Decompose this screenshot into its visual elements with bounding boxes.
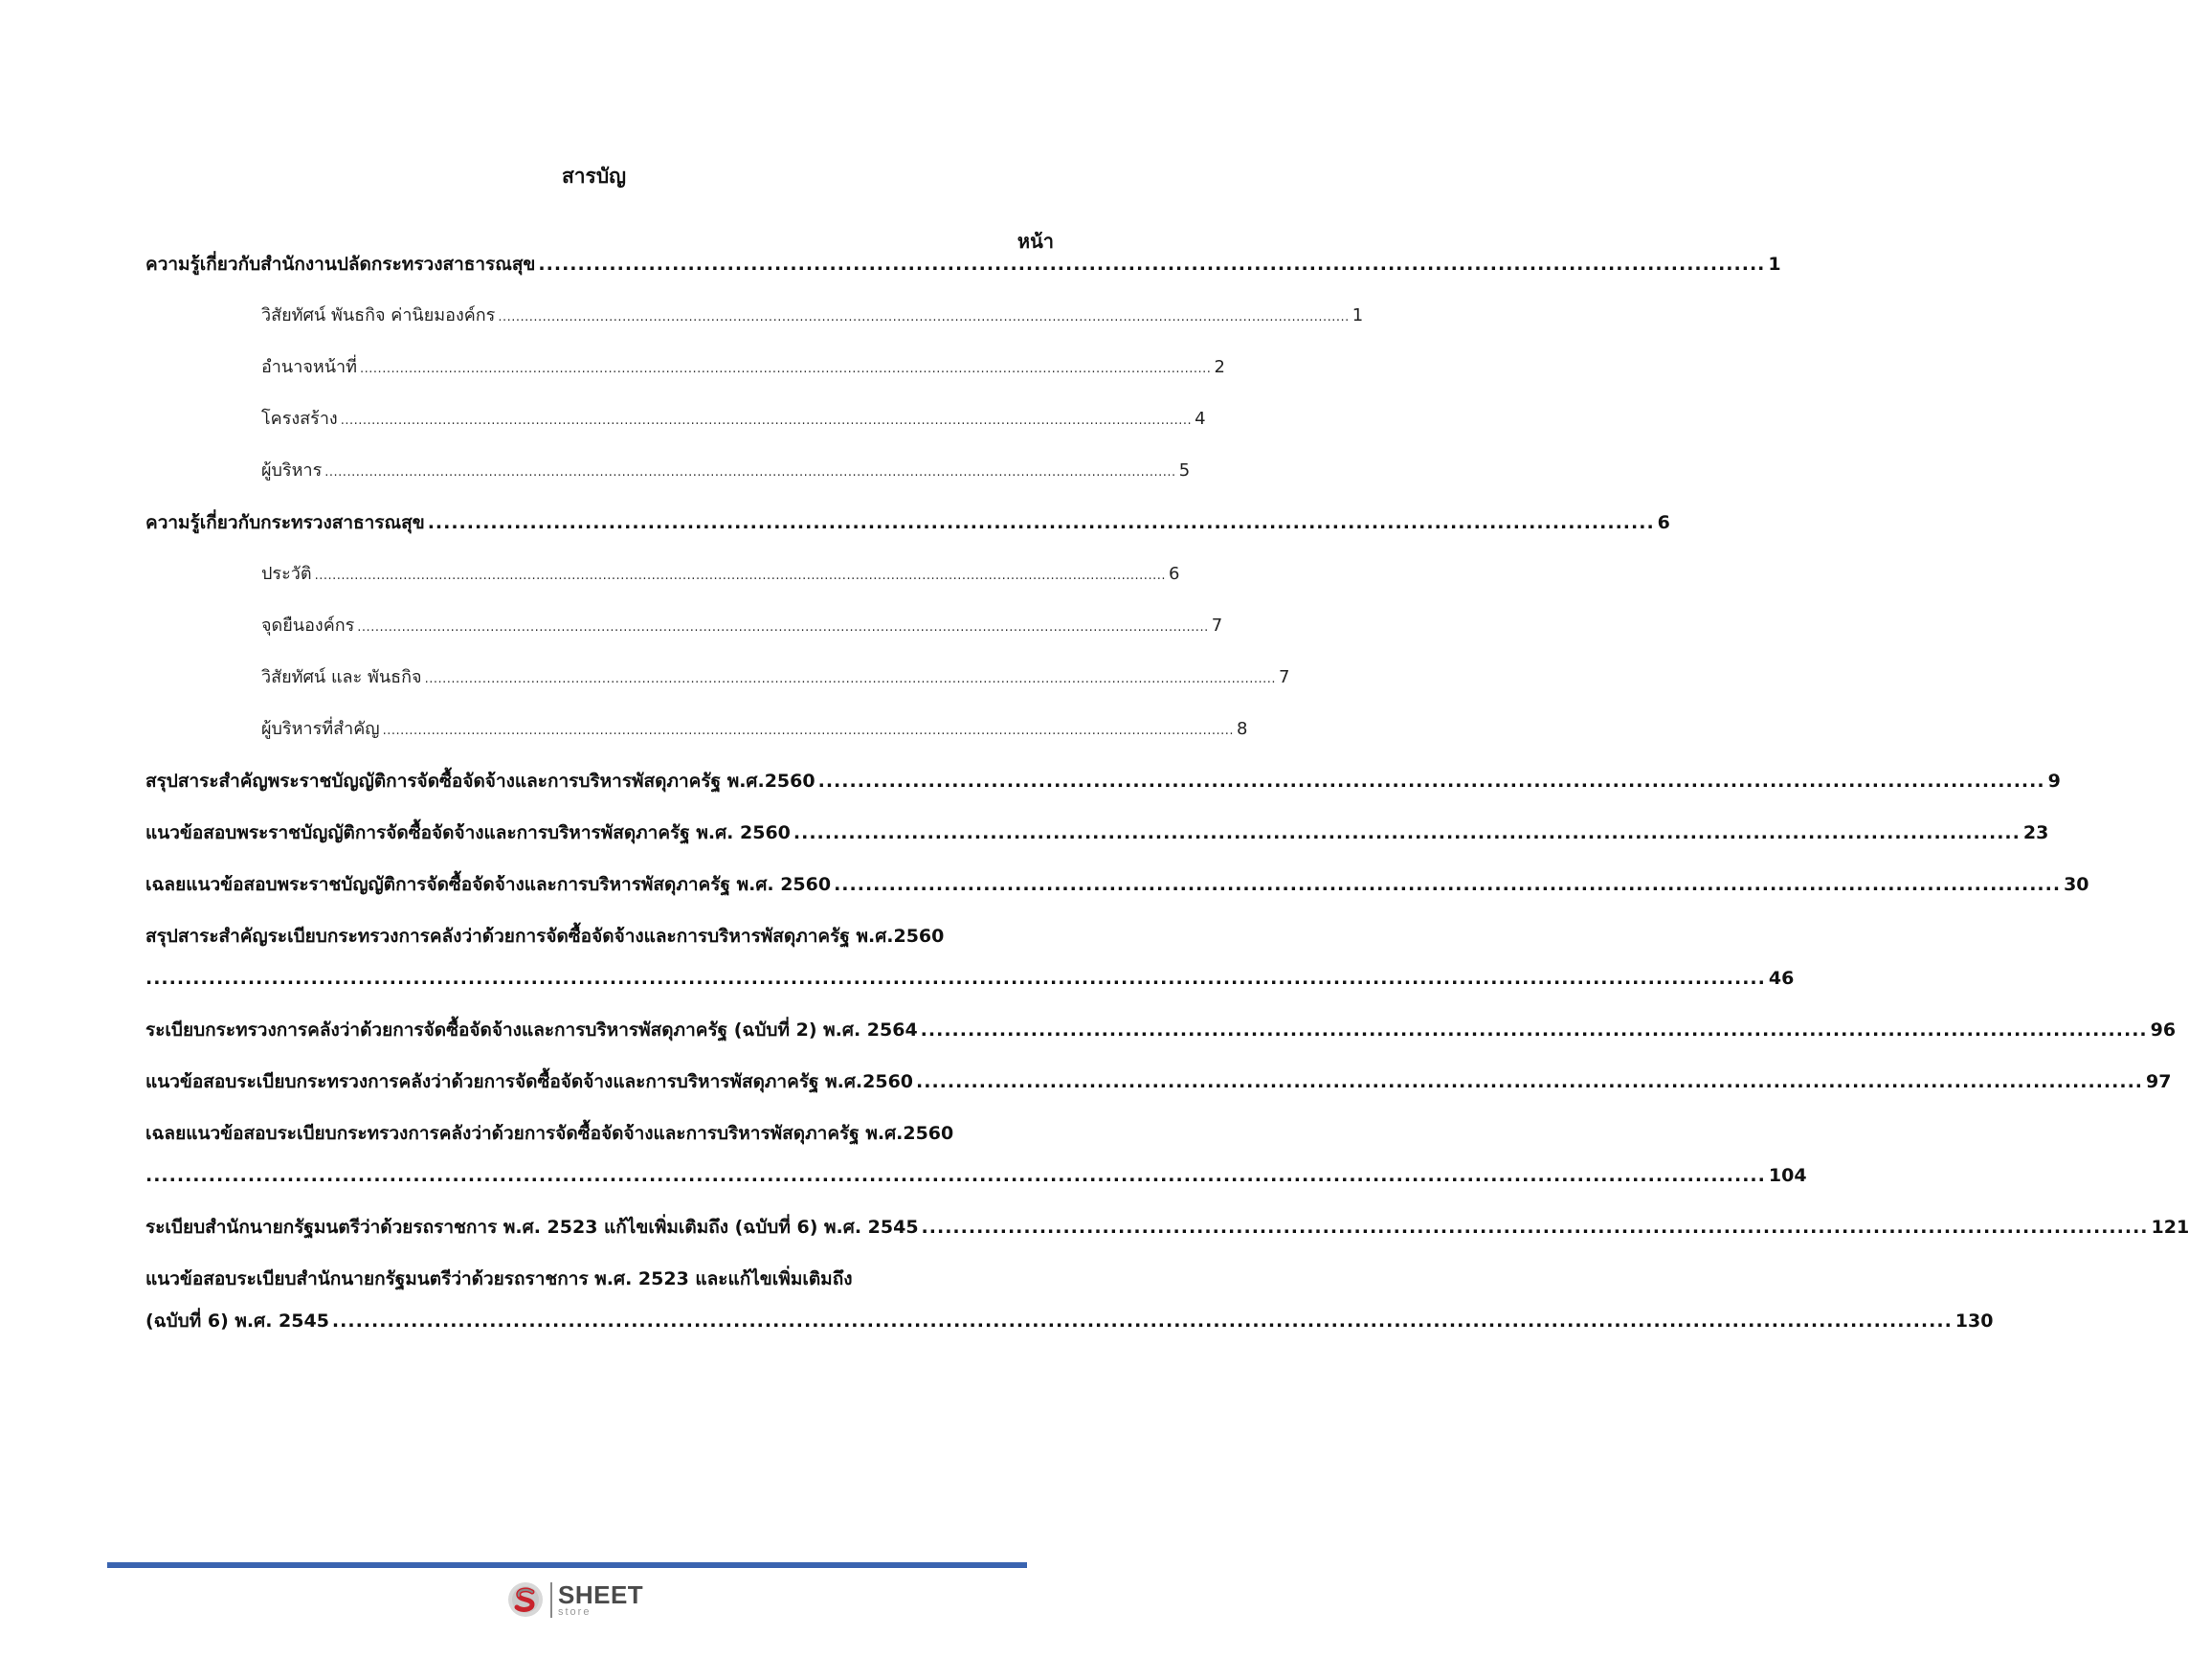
- toc-entry[interactable]: [145, 871, 2089, 898]
- toc-entry-text: ผู้บริหาร: [261, 460, 323, 481]
- toc-entry-text: โครงสร้าง: [261, 409, 338, 429]
- toc-entry-text: ความรู้เกี่ยวกับสำนักงานปลัดกระทรวงสาธารณสุข: [145, 254, 536, 275]
- toc-entry-continuation[interactable]: [145, 1162, 1807, 1189]
- leader-dots: ............................................................................................................................................................: [427, 512, 1655, 533]
- toc-entry[interactable]: [145, 251, 1781, 278]
- toc-subentry[interactable]: [261, 354, 1225, 383]
- leader-dots: ................................................................................................................................................................................................: [424, 672, 1276, 686]
- toc-entry-text: เฉลยแนวข้อสอบพระราชบัญญัติการจัดซื้อจัดจ้างและการบริหารพัสดุภาครัฐ พ.ศ. 2560: [145, 874, 832, 895]
- leader-dots: ............................................................................................................................................................: [793, 822, 2021, 843]
- toc-entry[interactable]: [145, 1017, 2177, 1043]
- toc-entry-page: 104: [1768, 1165, 1807, 1186]
- logo-subtext: store: [558, 1605, 592, 1618]
- toc-subentry[interactable]: [261, 561, 1180, 590]
- leader-dots: ............................................................................................................................................................: [834, 874, 2062, 895]
- toc-entry-page: 6: [1657, 512, 1670, 533]
- toc-title: สารบัญ: [561, 165, 627, 188]
- toc-entry-page: 5: [1178, 460, 1191, 481]
- leader-dots: ................................................................................................................................................................................................: [357, 620, 1209, 635]
- toc-entry-text: ประวัติ: [261, 564, 312, 584]
- toc-entry-text-line2: (ฉบับที่ 6) พ.ศ. 2545: [145, 1310, 329, 1332]
- s-logo-icon: [506, 1580, 545, 1619]
- toc-entry-text: วิสัยทัศน์ พันธกิจ ค่านิยมองค์กร: [261, 305, 496, 325]
- toc-subentry[interactable]: [261, 664, 1290, 693]
- leader-dots: ................................................................................................................................................................................................: [340, 414, 1193, 428]
- toc-entry-continuation[interactable]: [145, 1308, 1994, 1334]
- toc-entry-text: ผู้บริหารที่สำคัญ: [261, 719, 380, 739]
- toc-entry-page: 7: [1279, 667, 1290, 687]
- leader-dots: ................................................................................................................................................................................................: [360, 362, 1212, 376]
- toc-entry-text: สรุปสาระสำคัญพระราชบัญญัติการจัดซื้อจัดจ้างและการบริหารพัสดุภาครัฐ พ.ศ.2560: [145, 771, 815, 792]
- leader-dots: ..............................................................................................................................................................................................................: [145, 968, 1766, 989]
- toc-entry-text[interactable]: แนวข้อสอบระเบียบสำนักนายกรัฐมนตรีว่าด้วยรถราชการ พ.ศ. 2523 และแก้ไขเพิ่มเติมถึง: [145, 1268, 853, 1289]
- toc-entry-page: 4: [1195, 409, 1206, 429]
- footer-bar: [107, 1562, 1027, 1568]
- toc-entry-page: 96: [2150, 1019, 2177, 1041]
- toc-entry-page: 7: [1211, 616, 1223, 636]
- leader-dots: ................................................................................................................................................................................................: [498, 310, 1350, 325]
- toc-entry-text: ระเบียบสำนักนายกรัฐมนตรีว่าด้วยรถราชการ พ.ศ. 2523 แก้ไขเพิ่มเติมถึง (ฉบับที่ 6) พ.ศ. 2545: [145, 1217, 919, 1238]
- leader-dots: ............................................................................................................................................................: [916, 1071, 2144, 1092]
- toc-entry-text: แนวข้อสอบพระราชบัญญัติการจัดซื้อจัดจ้างและการบริหารพัสดุภาครัฐ พ.ศ. 2560: [145, 822, 791, 843]
- sheet-store-logo: [506, 1578, 659, 1622]
- toc-subentry[interactable]: [261, 302, 1364, 331]
- toc-entry-page: 1: [1351, 305, 1364, 325]
- toc-entry[interactable]: [145, 1068, 2172, 1095]
- toc-entry-page: 8: [1237, 719, 1248, 739]
- leader-dots: ............................................................................................................................................................: [921, 1217, 2149, 1238]
- toc-subentry[interactable]: [261, 716, 1248, 745]
- toc-entry-page: 23: [2022, 822, 2049, 843]
- leader-dots: ................................................................................................................................................................................................: [324, 465, 1176, 480]
- toc-subentry[interactable]: [261, 406, 1206, 435]
- page-column-label: หน้า: [1016, 230, 1054, 253]
- logo-wordmark: SHEET: [558, 1579, 644, 1609]
- toc-entry[interactable]: [145, 768, 2061, 795]
- toc-entry-page: 2: [1214, 357, 1225, 377]
- leader-dots: ............................................................................................................................................................: [920, 1019, 2148, 1041]
- toc-entry-page: 6: [1168, 564, 1180, 584]
- toc-entry-page: 130: [1954, 1310, 1994, 1332]
- toc-entry-text: ความรู้เกี่ยวกับกระทรวงสาธารณสุข: [145, 512, 425, 533]
- toc-entry[interactable]: [145, 819, 2049, 846]
- toc-entry-continuation[interactable]: [145, 965, 1795, 992]
- toc-entry-text: วิสัยทัศน์ และ พันธกิจ: [261, 667, 422, 687]
- toc-entry-page: 121: [2151, 1217, 2189, 1238]
- toc-entry[interactable]: [145, 1214, 2189, 1241]
- toc-entry-page: 1: [1768, 254, 1781, 275]
- toc-entry-text: จุดยืนองค์กร: [261, 616, 355, 636]
- leader-dots: ............................................................................................................................................................: [538, 254, 1766, 275]
- leader-dots: ..............................................................................................................................................................................................................: [331, 1310, 1953, 1332]
- toc-entry-text: อำนาจหน้าที่: [261, 357, 358, 377]
- toc-entry-page: 9: [2047, 771, 2061, 792]
- leader-dots: ..............................................................................................................................................................................................................: [145, 1165, 1766, 1186]
- toc-entry-page: 46: [1768, 968, 1795, 989]
- toc-subentry[interactable]: [261, 613, 1223, 641]
- toc-entry-text: แนวข้อสอบระเบียบกระทรวงการคลังว่าด้วยการจัดซื้อจัดจ้างและการบริหารพัสดุภาครัฐ พ.ศ.2560: [145, 1071, 914, 1092]
- toc-entry-text[interactable]: เฉลยแนวข้อสอบระเบียบกระทรวงการคลังว่าด้วยการจัดซื้อจัดจ้างและการบริหารพัสดุภาครัฐ พ.ศ.2560: [145, 1123, 954, 1144]
- toc-entry-text[interactable]: สรุปสาระสำคัญระเบียบกระทรวงการคลังว่าด้วยการจัดซื้อจัดจ้างและการบริหารพัสดุภาครัฐ พ.ศ.2560: [145, 926, 945, 947]
- toc-subentry[interactable]: [261, 458, 1191, 486]
- toc-entry-page: 97: [2146, 1071, 2172, 1092]
- leader-dots: ............................................................................................................................................................: [817, 771, 2045, 792]
- leader-dots: ................................................................................................................................................................................................: [314, 569, 1166, 583]
- toc-entry[interactable]: [145, 509, 1670, 536]
- toc-entry-text: ระเบียบกระทรวงการคลังว่าด้วยการจัดซื้อจัดจ้างและการบริหารพัสดุภาครัฐ (ฉบับที่ 2) พ.ศ. 2564: [145, 1019, 918, 1041]
- leader-dots: ................................................................................................................................................................................................: [382, 724, 1235, 738]
- toc-entry-page: 30: [2064, 874, 2089, 895]
